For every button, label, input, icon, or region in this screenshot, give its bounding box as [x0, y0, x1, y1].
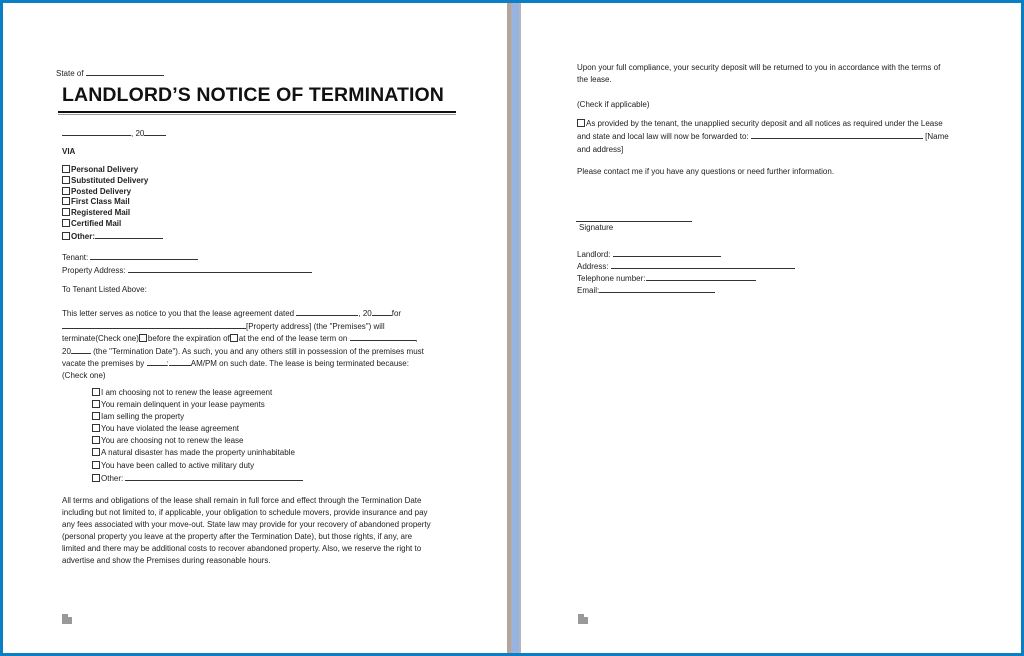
state-line: [56, 67, 164, 79]
page-2: [521, 3, 1021, 653]
option-label: First Class Mail: [71, 197, 130, 207]
delivery-option[interactable]: [62, 165, 163, 176]
minute-blank: [166, 357, 191, 369]
checkbox[interactable]: [92, 474, 100, 482]
checkbox[interactable]: [62, 208, 70, 216]
title-rule: [58, 111, 456, 113]
text: and address]: [577, 144, 624, 154]
document-viewer: [3, 3, 1021, 653]
lease-date-blank: [296, 307, 358, 316]
reason-option[interactable]: [92, 423, 303, 435]
tenant-blank: [90, 251, 198, 260]
option-label: Substituted Delivery: [71, 175, 149, 185]
forward-to-blank: [751, 130, 923, 139]
hour-blank: [147, 357, 169, 369]
checkbox[interactable]: [62, 219, 70, 227]
signature-label: Signature: [579, 223, 614, 232]
checkbox[interactable]: [62, 232, 70, 240]
property-address-blank: [128, 264, 312, 273]
delivery-options: [62, 165, 163, 243]
checkbox[interactable]: [92, 436, 100, 444]
text: at the end of the lease term on: [238, 334, 348, 344]
reason-label: Other:: [101, 473, 124, 483]
text: and state and local law will now be forwarded to:: [577, 132, 749, 142]
notice-paragraph: [62, 307, 452, 382]
year-blank: [372, 307, 392, 316]
text-line: including but not limited to, if applicable, your obligation to schedule movers, provide insurance and pay: [62, 508, 428, 518]
tenant-label: Tenant:: [62, 253, 89, 262]
property-address-label: Property Address:: [62, 265, 126, 275]
brand-logo-icon: [578, 614, 588, 624]
delivery-option[interactable]: [62, 219, 163, 230]
reason-label: Iam selling the property: [101, 412, 185, 422]
text: before the expiration of: [147, 334, 230, 344]
text: :: [166, 359, 169, 369]
reasons-list: [92, 387, 303, 485]
reason-label: I am choosing not to renew the lease agreement: [101, 388, 273, 397]
checkbox[interactable]: [92, 448, 100, 456]
reason-label: You have been called to active military duty: [101, 460, 255, 470]
telephone-blank: [646, 272, 756, 281]
text-line: All terms and obligations of the lease shall remain in full force and effect through the Termination Date: [62, 496, 422, 505]
text: [Name: [925, 132, 949, 142]
text: for: [391, 309, 402, 318]
text: ,: [415, 334, 418, 344]
other-blank: [95, 230, 163, 239]
reason-option[interactable]: [92, 399, 303, 411]
forward-paragraph: [577, 118, 977, 156]
terms-paragraph: [62, 495, 452, 568]
landlord-label: Landlord:: [577, 250, 611, 259]
delivery-option[interactable]: [62, 208, 163, 219]
text-line: any fees associated with your move-out. State law may provide for your recovery of abandoned property: [62, 520, 431, 530]
address-label: Address:: [577, 262, 609, 271]
telephone-label: Telephone number:: [577, 274, 646, 283]
text: , 20: [358, 309, 372, 318]
checkbox[interactable]: [92, 400, 100, 408]
reason-option[interactable]: [92, 447, 303, 459]
text: terminate(Check one): [62, 334, 139, 344]
text: vacate the premises by: [62, 359, 145, 369]
document-title: LANDLORD’S NOTICE OF TERMINATION: [62, 84, 444, 106]
checkbox[interactable]: [92, 424, 100, 432]
option-label: Certified Mail: [71, 218, 122, 228]
year-blank: [144, 127, 166, 136]
reason-option[interactable]: [92, 472, 303, 485]
checkbox[interactable]: [62, 187, 70, 195]
reason-option[interactable]: [92, 411, 303, 423]
checkbox-before-expiration[interactable]: [139, 334, 147, 342]
tenant-block: [62, 251, 312, 277]
text: [Property address] (the "Premises") will: [246, 321, 385, 331]
checkbox[interactable]: [62, 165, 70, 173]
checkbox[interactable]: [92, 412, 100, 420]
landlord-blank: [613, 248, 721, 257]
contact-line: Please contact me if you have any questions or need further information.: [577, 167, 835, 176]
email-label: Email:: [577, 286, 600, 295]
forward-checkbox[interactable]: [577, 119, 585, 127]
state-label: State of: [56, 69, 84, 78]
via-label: VIA: [62, 147, 76, 156]
address-blank: [611, 260, 795, 269]
text-line: Upon your full compliance, your security deposit will be returned to you in accordance with the terms of: [577, 63, 941, 72]
checkbox[interactable]: [62, 176, 70, 184]
reason-label: You are choosing not to renew the lease: [101, 436, 244, 446]
property-blank: [62, 320, 246, 329]
title-rule-thin: [58, 114, 456, 115]
checkbox[interactable]: [62, 197, 70, 205]
checkbox[interactable]: [92, 388, 100, 396]
text: This letter serves as notice to you that the lease agreement dated: [62, 309, 295, 318]
text: (Check one): [62, 370, 106, 380]
page-divider: [507, 3, 521, 653]
reason-option[interactable]: [92, 387, 303, 399]
text: (the "Termination Date"). As such, you and any others still in possession of the premises must: [93, 346, 424, 356]
reason-option[interactable]: [92, 460, 303, 472]
checkbox-end-of-term[interactable]: [230, 334, 238, 342]
year-blank: [71, 345, 91, 354]
text: AM/PM on such date. The lease is being terminated because:: [190, 359, 409, 369]
text-line: advertise and show the Premises during reasonable hours.: [62, 556, 271, 566]
delivery-option[interactable]: [62, 230, 163, 243]
reason-option[interactable]: [92, 435, 303, 447]
text-line: (personal property you leave at the property after the Termination Date), but those rights, if any, are: [62, 532, 413, 542]
date-year-prefix: , 20: [131, 129, 145, 138]
date-line: [62, 127, 166, 139]
text: 20: [62, 346, 71, 356]
reason-label: You have violated the lease agreement: [101, 424, 240, 434]
reason-label: You remain delinquent in your lease payments: [101, 400, 265, 410]
contact-block: [577, 248, 795, 296]
option-label: Registered Mail: [71, 208, 131, 218]
term-date-blank: [350, 332, 418, 344]
text-line: the lease.: [577, 75, 612, 85]
check-if-applicable: (Check if applicable): [577, 100, 650, 109]
text-line: limited and there may be additional costs to recover abandoned property. Also, we reserve the right to: [62, 544, 422, 554]
delivery-option[interactable]: [62, 197, 163, 208]
option-label: Posted Delivery: [71, 186, 132, 196]
page-1: [3, 3, 507, 653]
option-label: Personal Delivery: [71, 165, 139, 174]
delivery-option[interactable]: [62, 187, 163, 198]
other-reason-blank: [125, 472, 303, 481]
brand-logo-icon: [62, 614, 72, 624]
checkbox[interactable]: [92, 461, 100, 469]
reason-label: A natural disaster has made the property uninhabitable: [101, 448, 295, 458]
deposit-paragraph: [577, 62, 977, 87]
salutation: To Tenant Listed Above:: [62, 285, 147, 294]
state-blank: [86, 67, 164, 76]
email-blank: [599, 284, 715, 293]
delivery-option[interactable]: [62, 176, 163, 187]
option-label: Other:: [71, 231, 95, 241]
date-blank: [62, 127, 131, 136]
text: As provided by the tenant, the unapplied security deposit and all notices as required under the Lease: [586, 119, 943, 128]
